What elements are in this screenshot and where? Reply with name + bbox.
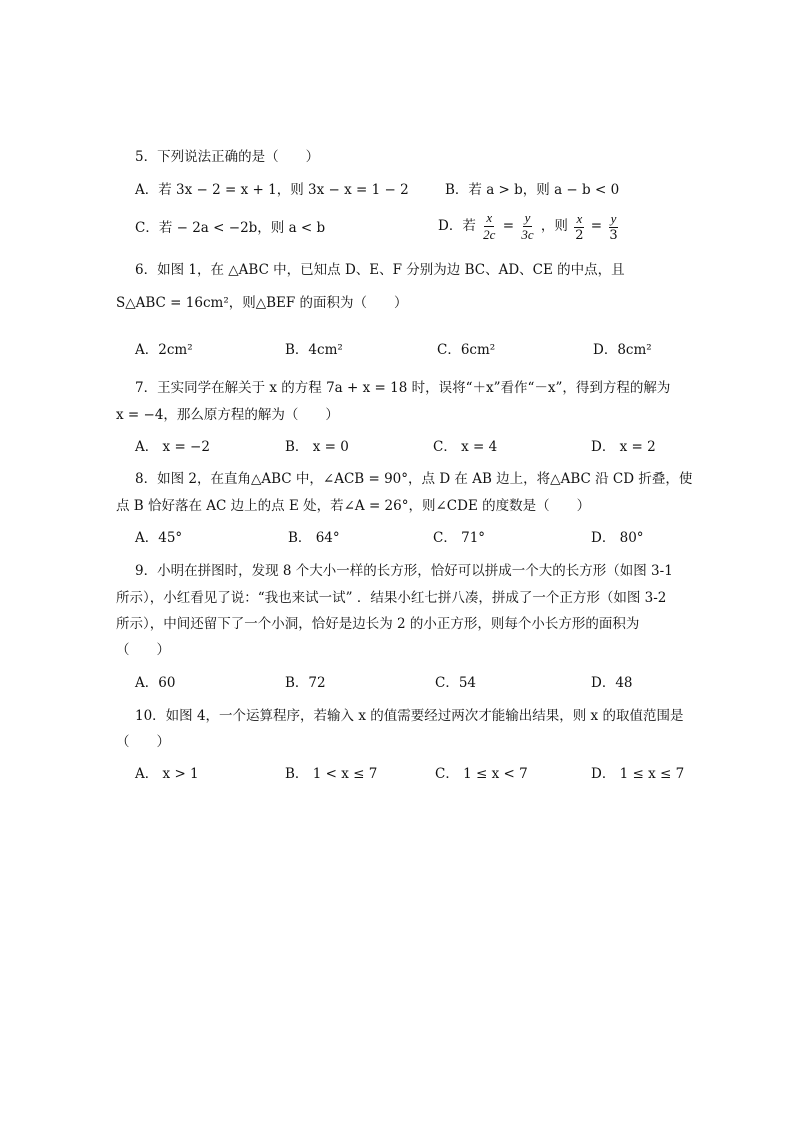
- fraction-x-2c: $\frac{x}{2c}$: [483, 210, 496, 242]
- q5-option-d-mid: ，则: [540, 218, 568, 234]
- q6-stem-line2: S△ABC = 16cm²，则△BEF 的面积为（ ）: [116, 295, 408, 311]
- q9-stem-line4: （ ）: [116, 642, 170, 658]
- q9-stem-line2: 所示），小红看见了说：“我也来试一试” ．结果小红七拼八凑，拼成了一个正方形（如图 3-2: [116, 590, 667, 606]
- q7-option-a: A． x = −2: [135, 439, 210, 455]
- q9-option-c: C．54: [435, 675, 477, 691]
- q10-option-b: B． 1 < x ≤ 7: [285, 766, 378, 782]
- q7-option-d: D． x = 2: [591, 439, 656, 455]
- q9-stem-line1: 9．小明在拼图时，发现 8 个大小一样的长方形，恰好可以拼成一个大的长方形（如图 3-1: [135, 563, 673, 579]
- q10-option-c: C． 1 ≤ x < 7: [435, 766, 528, 782]
- q5-option-d-prefix: D．若: [438, 218, 476, 234]
- q5-option-c: C．若 − 2a < −2b，则 a < b: [135, 220, 326, 236]
- q8-option-c: C． 71°: [433, 530, 486, 546]
- fraction-y-3: $\frac{y}{3}$: [609, 210, 618, 243]
- q7-stem-line2: x = −4，那么原方程的解为（ ）: [116, 407, 339, 423]
- q6-option-d: D．8cm²: [593, 342, 652, 358]
- q7-option-c: C． x = 4: [433, 439, 498, 455]
- q5-option-a: A．若 3x − 2 = x + 1，则 3x − x = 1 − 2: [135, 182, 409, 198]
- q8-option-a: A．45°: [135, 530, 183, 546]
- q7-option-b: B． x = 0: [285, 439, 349, 455]
- q10-stem-line2: （ ）: [116, 734, 170, 750]
- q10-stem-line1: 10．如图 4，一个运算程序，若输入 x 的值需要经过两次才能输出结果，则 x 的取值范围是: [135, 708, 684, 724]
- q9-option-d: D．48: [591, 675, 633, 691]
- q9-option-a: A．60: [135, 675, 176, 691]
- q8-stem-line1: 8．如图 2，在直角△ABC 中，∠ACB = 90°，点 D 在 AB 边上，将△ABC 沿 CD 折叠，使: [135, 471, 693, 487]
- q7-stem-line1: 7．王实同学在解关于 x 的方程 7a + x = 18 时，误将“＋x”看作“－x”，得到方程的解为: [135, 380, 671, 396]
- q10-option-d: D． 1 ≤ x ≤ 7: [591, 766, 685, 782]
- q6-stem-line1: 6．如图 1，在 △ABC 中，已知点 D、E、F 分别为边 BC、AD、CE 的中点，且: [135, 262, 625, 278]
- q5-option-d: D．若 $\frac{x}{2c}$ = $\frac{y}{3c}$ ，则 $\frac{x}{2}$ = $\frac{y}{3}$: [438, 210, 618, 243]
- fraction-x-2: $\frac{x}{2}$: [575, 210, 584, 243]
- q5-stem: 5．下列说法正确的是（ ）: [135, 149, 320, 165]
- q6-option-a: A．2cm²: [135, 342, 193, 358]
- fraction-y-3c: $\frac{y}{3c}$: [521, 210, 534, 242]
- q8-stem-line2: 点 B 恰好落在 AC 边上的点 E 处，若∠A = 26°，则∠CDE 的度数是（ ）: [116, 498, 591, 514]
- q8-option-b: B． 64°: [288, 530, 340, 546]
- q10-option-a: A． x > 1: [135, 766, 199, 782]
- q9-option-b: B．72: [285, 675, 326, 691]
- q5-option-b: B．若 a > b，则 a − b < 0: [445, 182, 620, 198]
- q8-option-d: D． 80°: [591, 530, 644, 546]
- q6-option-c: C．6cm²: [437, 342, 496, 358]
- q6-option-b: B．4cm²: [285, 342, 343, 358]
- q9-stem-line3: 所示），中间还留下了一个小洞，恰好是边长为 2 的小正方形，则每个小长方形的面积为: [116, 616, 640, 632]
